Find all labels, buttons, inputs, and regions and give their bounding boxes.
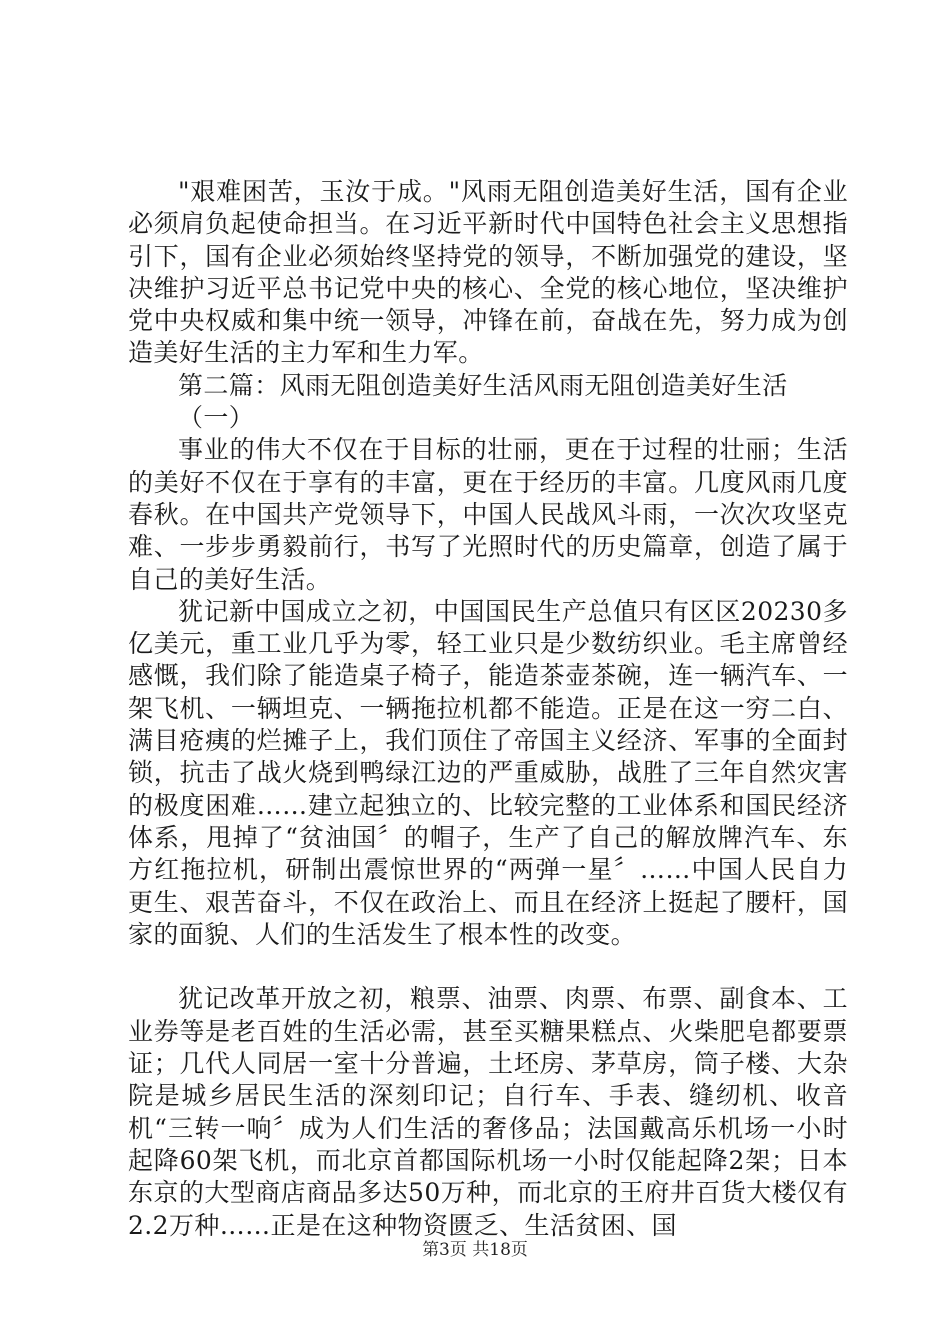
document-body: [128, 176, 848, 1242]
section-subheading: （一）: [178, 403, 255, 433]
paragraph-reform: 犹记改革开放之初，粮票、油票、肉票、布票、副食本、工业券等是老百姓的生活必需，甚至买糖果糕点、火柴肥皂都要票证；几代人同居一室十分普遍，土坯房、茅草房，筒子楼、大杂院是城乡居民生活的深刻印记；自行车、手表、缝纫机、收音机“三转一响〞成为人们生活的奢侈品；法国戴高乐机场一小时起降60架飞机，而北京首都国际机场一小时仅能起降2架；日本东京的大型商店商品多达50万种，而北京的王府井百货大楼仅有2.2万种……正是在这种物资匮乏、生活贫困、国: [128, 984, 848, 1240]
paragraph-intro: "艰难困苦，玉汝于成。"风雨无阻创造美好生活，国有企业必须肩负起使命担当。在习近平新时代中国特色社会主义思想指引下，国有企业必须始终坚持党的领导，不断加强党的建设，坚决维护习近平总书记党中央的核心、全党的核心地位，坚决维护党中央权威和集中统一领导，冲锋在前，奋战在先，努力成为创造美好生活的主力军和生力军。: [128, 177, 848, 368]
page-number-footer: 第3页 共18页: [422, 1240, 528, 1260]
paragraph-greatness: 事业的伟大不仅在于目标的壮丽，更在于过程的壮丽；生活的美好不仅在于享有的丰富，更在于经历的丰富。几度风雨几度春秋。在中国共产党领导下，中国人民战风斗雨，一次次攻坚克难、一步步勇毅前行，书写了光照时代的历史篇章，创造了属于自己的美好生活。: [128, 435, 848, 594]
section-heading: 第二篇：风雨无阻创造美好生活风雨无阻创造美好生活: [178, 370, 788, 400]
paragraph-spacer: [128, 951, 848, 983]
paragraph-founding: 犹记新中国成立之初，中国国民生产总值只有区区20230多亿美元，重工业几乎为零，轻工业只是少数纺织业。毛主席曾经感慨，我们除了能造桌子椅子，能造茶壶茶碗，连一辆汽车、一架飞机、一辆坦克、一辆拖拉机都不能造。正是在这一穷二白、满目疮痍的烂摊子上，我们顶住了帝国主义经济、军事的全面封锁，抗击了战火烧到鸭绿江边的严重威胁，战胜了三年自然灾害的极度困难……建立起独立的、比较完整的工业体系和国民经济体系，甩掉了“贫油国〞的帽子，生产了自己的解放牌汽车、东方红拖拉机，研制出震惊世界的“两弹一星〞……中国人民自力更生、艰苦奋斗，不仅在政治上、而且在经济上挺起了腰杆，国家的面貌、人们的生活发生了根本性的改变。: [128, 596, 848, 949]
